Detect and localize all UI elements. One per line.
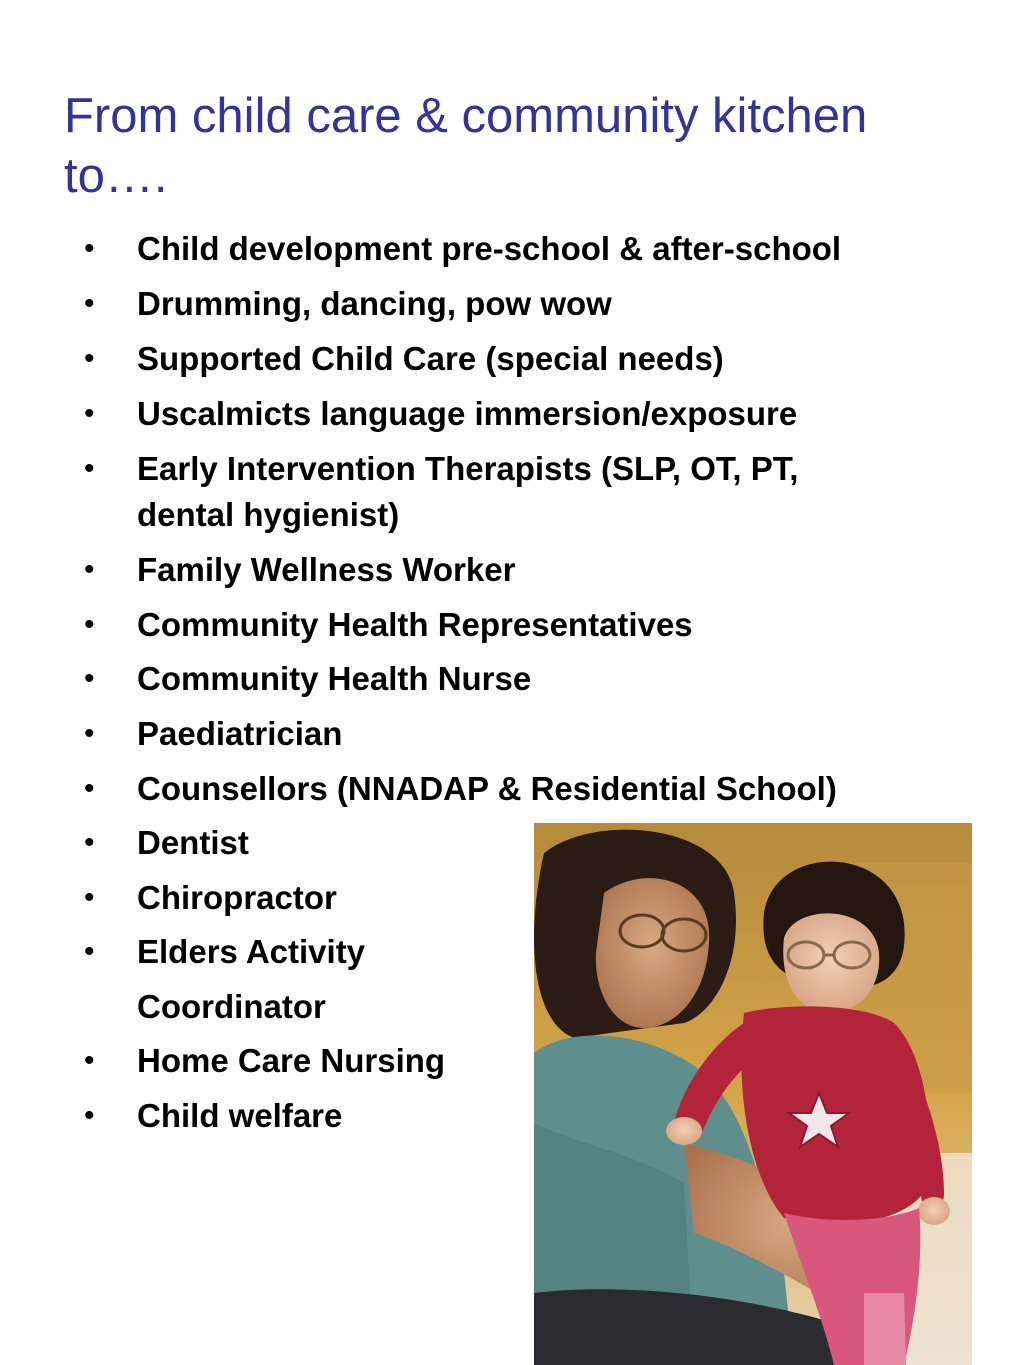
bullet-dot: • bbox=[84, 1099, 95, 1132]
bullet-text-line: Coordinator bbox=[137, 988, 326, 1025]
bullet-item bbox=[0, 711, 1000, 757]
bullet-dot: • bbox=[84, 342, 95, 375]
slide-title bbox=[64, 86, 964, 206]
bullet-text-line: Chiropractor bbox=[137, 879, 337, 916]
bullet-text bbox=[137, 336, 967, 382]
bullet-text-line: Early Intervention Therapists (SLP, OT, PT, bbox=[137, 450, 799, 487]
bullet-item bbox=[0, 281, 1000, 327]
bullet-dot: • bbox=[84, 232, 95, 265]
bullet-text-line: Community Health Nurse bbox=[137, 660, 532, 697]
bullet-text-line: Counsellors (NNADAP & Residential School) bbox=[137, 770, 837, 807]
bullet-text bbox=[137, 226, 967, 272]
bullet-dot: • bbox=[84, 826, 95, 859]
bullet-dot: • bbox=[84, 662, 95, 695]
bullet-dot: • bbox=[84, 717, 95, 750]
bullet-dot: • bbox=[84, 935, 95, 968]
bullet-text-line: Elders Activity bbox=[137, 933, 366, 970]
bullet-text-line: Paediatrician bbox=[137, 715, 343, 752]
bullet-text bbox=[137, 602, 967, 648]
bullet-text-line: Family Wellness Worker bbox=[137, 551, 516, 588]
bullet-text-line: Supported Child Care (special needs) bbox=[137, 340, 724, 377]
bullet-text-line: Uscalmicts language immersion/exposure bbox=[137, 395, 798, 432]
bullet-dot: • bbox=[84, 452, 95, 485]
bullet-text bbox=[137, 391, 967, 437]
bullet-dot: • bbox=[84, 553, 95, 586]
bullet-text bbox=[137, 547, 967, 593]
bullet-item bbox=[0, 547, 1000, 593]
bullet-dot: • bbox=[84, 397, 95, 430]
bullet-text-line: Child welfare bbox=[137, 1097, 343, 1134]
bullet-item bbox=[0, 656, 1000, 702]
bullet-dot: • bbox=[84, 608, 95, 641]
bullet-text-line: Dentist bbox=[137, 824, 249, 861]
bullet-dot: • bbox=[84, 1044, 95, 1077]
bullet-text-line: Community Health Representatives bbox=[137, 606, 693, 643]
bullet-text bbox=[137, 656, 967, 702]
bullet-dot: • bbox=[84, 881, 95, 914]
bullet-text bbox=[137, 711, 967, 757]
bullet-text-line: Child development pre-school & after-school bbox=[137, 230, 842, 267]
bullet-item bbox=[0, 336, 1000, 382]
bullet-text-line: dental hygienist) bbox=[137, 496, 400, 533]
bullet-text bbox=[137, 281, 967, 327]
bullet-item bbox=[0, 391, 1000, 437]
bullet-dot: • bbox=[84, 287, 95, 320]
photo-illustration bbox=[534, 823, 972, 1365]
bullet-item bbox=[0, 766, 1000, 812]
bullet-item bbox=[0, 226, 1000, 272]
title-line-2: to…. bbox=[64, 149, 168, 203]
photo-woman-holding-child bbox=[534, 823, 972, 1365]
bullet-text bbox=[137, 766, 967, 812]
title-line-1: From child care & community kitchen bbox=[64, 89, 868, 143]
bullet-text-line: Drumming, dancing, pow wow bbox=[137, 285, 612, 322]
bullet-text-line: Home Care Nursing bbox=[137, 1042, 446, 1079]
bullet-dot: • bbox=[84, 772, 95, 805]
bullet-item bbox=[0, 602, 1000, 648]
bullet-text bbox=[137, 446, 967, 538]
bullet-item bbox=[0, 446, 1000, 538]
